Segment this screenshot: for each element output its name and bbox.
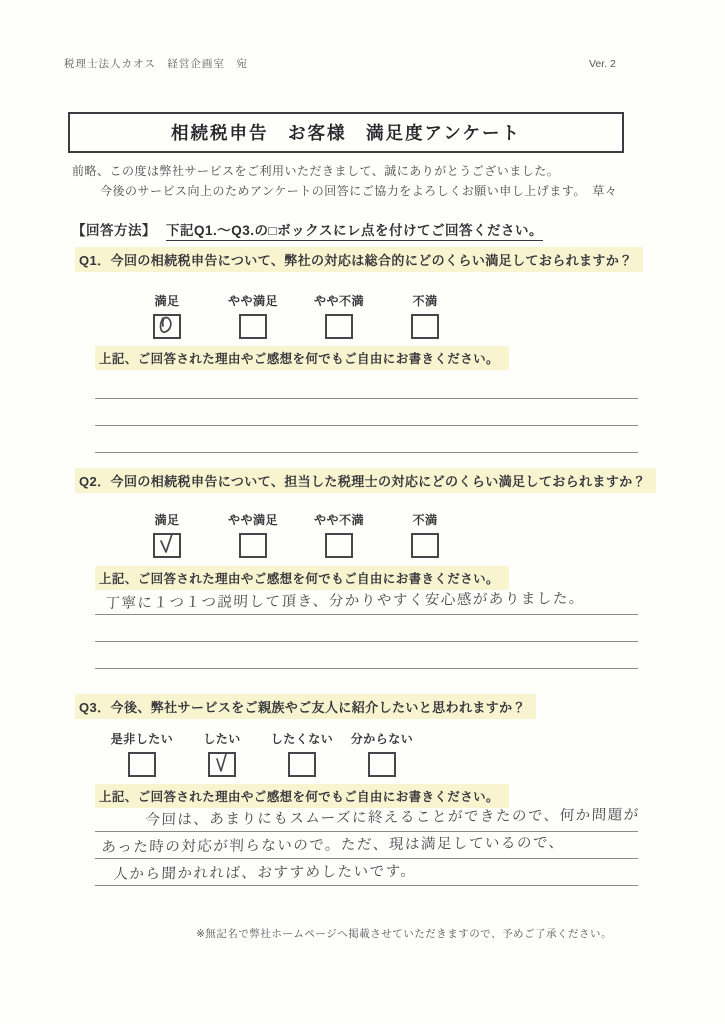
greeting-line-2: 今後のサービス向上のためアンケートの回答にご協力をよろしくお願い申し上げます。 草々 xyxy=(100,184,618,198)
q1-comment-line-1[interactable] xyxy=(95,372,638,399)
q1-checkbox-fuman[interactable] xyxy=(411,314,439,339)
q3-comment-prompt: 上記、ご回答された理由やご感想を何でもご自由にお書きください。 xyxy=(95,784,509,808)
q1-number: Q1． xyxy=(79,253,111,268)
q1-heading xyxy=(75,247,643,272)
q3-option-wakaranai xyxy=(342,730,422,777)
q3-checkbox-shitakunai[interactable] xyxy=(288,752,316,777)
q3-option-shitakunai xyxy=(262,730,342,777)
q3-option-shitakunai-label: したくない xyxy=(270,732,334,746)
q1-checkbox-yaya-fuman[interactable] xyxy=(325,314,353,339)
q2-checkbox-manzoku[interactable] xyxy=(153,533,181,558)
q1-option-yaya-manzoku-label: やや満足 xyxy=(227,294,278,308)
q1-option-yaya-manzoku xyxy=(210,292,296,339)
q1-options xyxy=(124,292,468,339)
q3-option-shitai-label: したい xyxy=(203,732,241,746)
q3-checkbox-zehi-shitai[interactable] xyxy=(128,752,156,777)
q3-comment-line-1[interactable] xyxy=(95,805,638,832)
q3-heading xyxy=(75,694,536,719)
answer-method xyxy=(72,219,543,239)
q2-checkbox-yaya-manzoku[interactable] xyxy=(239,533,267,558)
q2-option-manzoku xyxy=(124,511,210,558)
q2-comment-line-1[interactable] xyxy=(95,588,638,615)
q2-text: 今回の相続税申告について、担当した税理士の対応にどのくらい満足しておられますか？ xyxy=(110,474,647,489)
q1-option-fuman xyxy=(382,292,468,339)
q1-comment-prompt: 上記、ご回答された理由やご感想を何でもご自由にお書きください。 xyxy=(95,346,509,370)
q1-option-yaya-fuman-label: やや不満 xyxy=(313,294,364,308)
greeting-line-1: 前略、この度は弊社サービスをご利用いただきまして、誠にありがとうございました。 xyxy=(72,164,560,178)
q1-comment-lines xyxy=(95,372,638,453)
q1-comment-line-3[interactable] xyxy=(95,426,638,453)
q1-option-manzoku xyxy=(124,292,210,339)
q3-comment-line-3[interactable] xyxy=(95,859,638,886)
q2-option-yaya-fuman-label: やや不満 xyxy=(313,513,364,527)
page-title: 相続税申告 お客様 満足度アンケート xyxy=(171,123,521,143)
q1-option-yaya-fuman xyxy=(296,292,382,339)
q3-option-wakaranai-label: 分からない xyxy=(350,732,414,746)
q1-checkbox-manzoku[interactable] xyxy=(153,314,181,339)
q2-comment-prompt: 上記、ご回答された理由やご感想を何でもご自由にお書きください。 xyxy=(95,566,509,590)
q2-comment-line-3[interactable] xyxy=(95,642,638,669)
version-label: Ver. 2 xyxy=(589,58,616,70)
q1-option-fuman-label: 不満 xyxy=(412,294,438,308)
q3-options xyxy=(102,730,422,777)
q3-comment-line-2[interactable] xyxy=(95,832,638,859)
q2-option-yaya-fuman xyxy=(296,511,382,558)
title-box xyxy=(68,112,624,153)
q2-comment-text-1: 丁寧に１つ１つ説明して頂き、分かりやすく安心感がありました。 xyxy=(105,590,586,612)
q2-comment-line-2[interactable] xyxy=(95,615,638,642)
handwritten-check-icon xyxy=(153,531,181,559)
greeting xyxy=(72,161,652,201)
q2-option-yaya-manzoku-label: やや満足 xyxy=(227,513,278,527)
handwritten-loop-check-icon xyxy=(153,312,181,340)
q3-option-shitai xyxy=(182,730,262,777)
q3-text: 今後、弊社サービスをご親族やご友人に紹介したいと思われますか？ xyxy=(110,700,526,715)
q3-checkbox-shitai[interactable] xyxy=(208,752,236,777)
q1-comment-line-2[interactable] xyxy=(95,399,638,426)
q2-checkbox-fuman[interactable] xyxy=(411,533,439,558)
q3-comment-text-2: あった時の対応が判らないので。ただ、現は満足しているので、 xyxy=(101,835,566,856)
q3-option-zehi-shitai xyxy=(102,730,182,777)
q3-comment-text-3: 人から聞かれれば、おすすめしたいです。 xyxy=(113,863,417,883)
q2-heading xyxy=(75,468,656,493)
q2-checkbox-yaya-fuman[interactable] xyxy=(325,533,353,558)
q2-number: Q2． xyxy=(79,474,111,489)
q3-number: Q3． xyxy=(79,700,111,715)
answer-method-instruction: 下記Q1.～Q3.の□ボックスにレ点を付けてご回答ください。 xyxy=(166,223,543,241)
q3-checkbox-wakaranai[interactable] xyxy=(368,752,396,777)
q1-checkbox-yaya-manzoku[interactable] xyxy=(239,314,267,339)
q1-option-manzoku-label: 満足 xyxy=(154,294,180,308)
q2-option-manzoku-label: 満足 xyxy=(154,513,180,527)
q2-option-fuman-label: 不満 xyxy=(412,513,438,527)
q2-options xyxy=(124,511,468,558)
q3-comment-text-1: 今回は、あまりにもスムーズに終えることができたので、何か問題が xyxy=(145,807,640,829)
q3-option-zehi-shitai-label: 是非したい xyxy=(110,732,174,746)
addressee-text: 税理士法人カオス 経営企画室 宛 xyxy=(64,58,248,70)
footer-note: ※無記名で弊社ホームページへ掲載させていただきますので、予めご了承ください。 xyxy=(196,928,612,940)
answer-method-label: 【回答方法】 xyxy=(72,223,156,238)
q1-text: 今回の相続税申告について、弊社の対応は総合的にどのくらい満足しておられますか？ xyxy=(110,253,633,268)
q2-option-yaya-manzoku xyxy=(210,511,296,558)
q2-comment-lines xyxy=(95,588,638,669)
q2-option-fuman xyxy=(382,511,468,558)
q3-comment-lines xyxy=(95,805,638,886)
handwritten-check-icon xyxy=(208,750,236,778)
